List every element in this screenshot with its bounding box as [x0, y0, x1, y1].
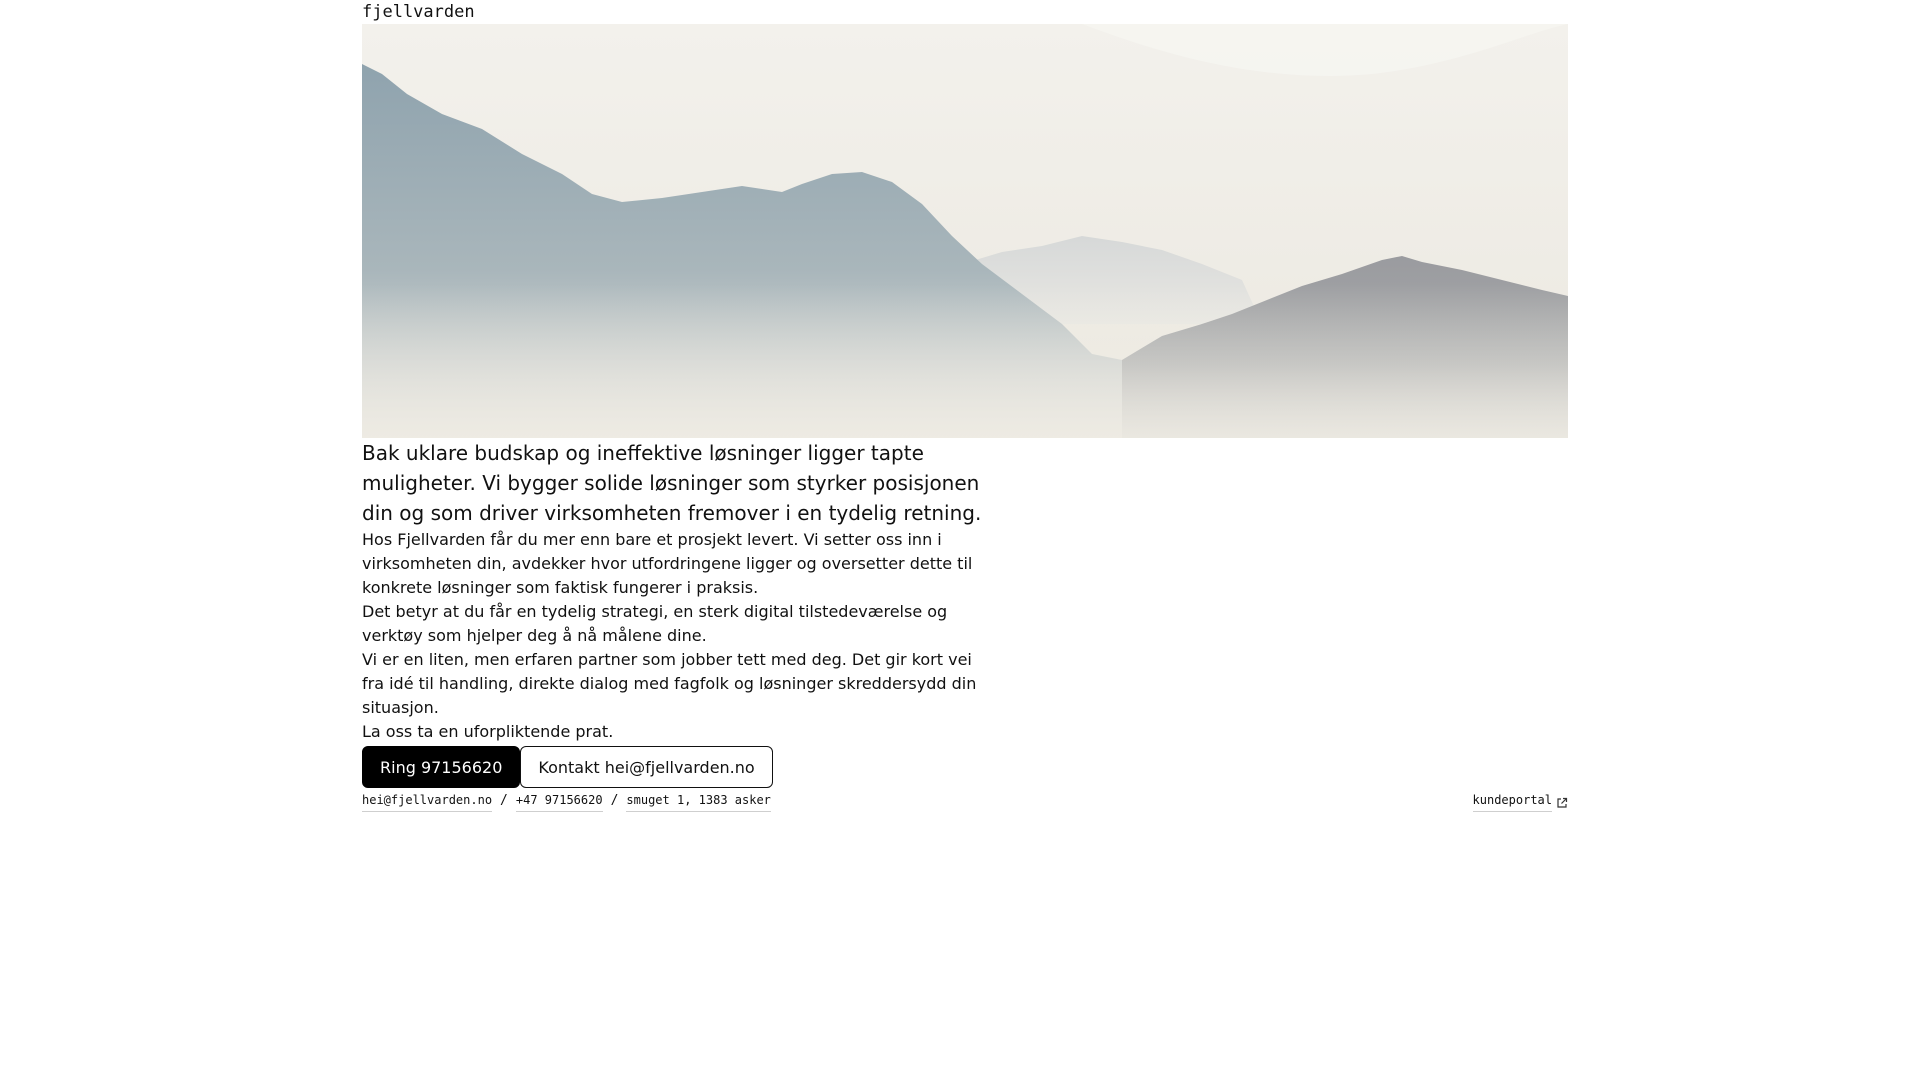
customer-portal-link[interactable]: kundeportal — [1473, 790, 1552, 812]
call-button[interactable]: Ring 97156620 — [362, 746, 520, 788]
mountain-illustration — [362, 24, 1568, 438]
site-logo[interactable]: fjellvarden — [362, 2, 475, 22]
footer-address-link[interactable]: smuget 1, 1383 asker — [626, 790, 771, 812]
intro-paragraph: Hos Fjellvarden får du mer enn bare et prosjekt levert. Vi setter oss inn i virksomheten din, avdekker hvor utfordringene ligger og oversetter dette til konkrete løsninger som faktisk fungerer i praksis. — [362, 530, 973, 597]
footer-email-link[interactable]: hei@fjellvarden.no — [362, 790, 492, 812]
page — [362, 0, 1568, 814]
footer-portal — [1473, 790, 1568, 812]
lead-text: Bak uklare budskap og ineffektive løsninger ligger tapte muligheter. Vi bygger solide løsninger som styrker posisjonen din og som driver virksomheten fremover i en tydelig retning. — [362, 441, 982, 525]
footer — [362, 790, 1568, 814]
cta-buttons — [362, 746, 1568, 788]
strategy-paragraph: Det betyr at du får en tydelig strategi, en sterk digital tilstedeværelse og verktøy som hjelper deg å nå målene dine. — [362, 602, 948, 645]
footer-contact — [362, 790, 771, 812]
footer-separator: / — [610, 793, 619, 808]
footer-separator: / — [500, 793, 508, 808]
hero-image — [362, 24, 1568, 438]
partner-paragraph: Vi er en liten, men erfaren partner som jobber tett med deg. Det gir kort vei fra idé til handling, direkte dialog med fagfolk og løsninger skreddersydd din situasjon. — [362, 650, 977, 717]
external-link-icon — [1556, 795, 1568, 807]
cta-paragraph: La oss ta en uforpliktende prat. — [362, 722, 614, 741]
contact-button[interactable]: Kontakt hei@fjellvarden.no — [520, 746, 772, 788]
footer-phone-link[interactable]: +47 97156620 — [516, 790, 603, 812]
